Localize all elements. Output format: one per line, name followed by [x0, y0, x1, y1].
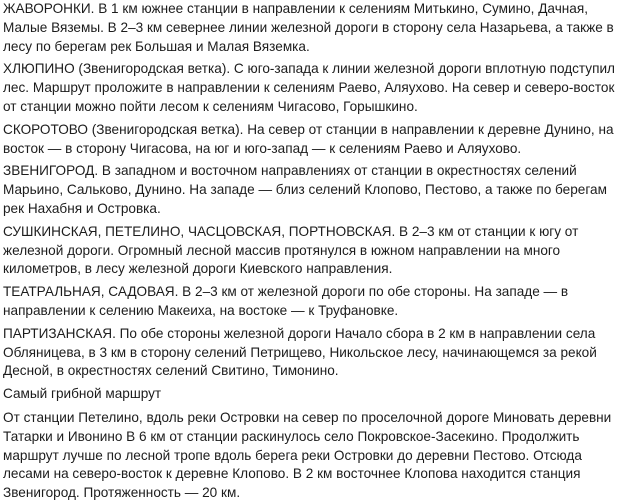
paragraph-zvenigorod: ЗВЕНИГОРОД. В западном и восточном направлениях от станции в окрестностях селений Марьино, Сальково, Дунино. На западе — близ селений Клопово, Пестово, а также по берегам рек Нахабня и Островка. — [3, 163, 607, 216]
paragraph-partizanskaya: ПАРТИЗАНСКАЯ. По обе стороны железной дороги Начало сбора в 2 км в направлении села Обляницева, в 3 км в сторону селений Петрищево, Никольское лесу, начинающемся за рекой Десной, в окрестностях селений Свитино, Тимонино. — [3, 325, 597, 379]
paragraph-sushkinskaya: СУШКИНСКАЯ, ПЕТЕЛИНО, ЧАСЦОВСКАЯ, ПОРТНОВСКАЯ. В 2–3 км от станции к югу от железной дороги. Огромный лесной массив протянулся в южном направлении на много километров, в лесу железной дороги Киевского направления. — [3, 223, 579, 277]
paragraph-route: От станции Петелино, вдоль реки Островки на север по проселочной дороге Миновать деревни Татарки и Ивонино В 6 км от станции раскинулось село Покровское-Засекино. Продолжить маршрут лучше по лесной тропе вдоль берега реки Островки до деревни Пестово. Отсюда лесами на северо-восток к деревне Клопово. В 2 км восточнее Клопова находится станция Звенигород. Протяженность — 20 км. — [3, 409, 612, 501]
paragraph-zhavoronki: ЖАВОРОНКИ. В 1 км южнее станции в направлении к селениям Митькино, Сумино, Дачная, Малые Вяземы. В 2–3 км севернее линии железной дороги в сторону села Назарьева, а также в лесу по берегам рек Большая и Малая Вяземка. — [3, 1, 614, 54]
paragraph-teatralnaya: ТЕАТРАЛЬНАЯ, САДОВАЯ. В 2–3 км от железной дороги по обе стороны. На западе — в направлении к селению Макеиха, на востоке — к Труфановке. — [3, 284, 569, 318]
paragraph-khlyupino: ХЛЮПИНО (Звенигородская ветка). С юго-запада к линии железной дороги вплотную подступил лес. Маршрут проложите в направлении к селениям Раево, Аляухово. На север и северо-восток от станции можно пойти лесом к селениям Чигасово, Горышкино. — [3, 61, 615, 114]
section-heading: Самый грибной маршрут — [3, 386, 162, 402]
paragraph-skorotovo: СКОРОТОВО (Звенигородская ветка). На север от станции в направлении к деревне Дунино, на восток — в сторону Чигасова, на юг и юго-запад — к селениям Раево и Аляухово. — [3, 121, 614, 156]
